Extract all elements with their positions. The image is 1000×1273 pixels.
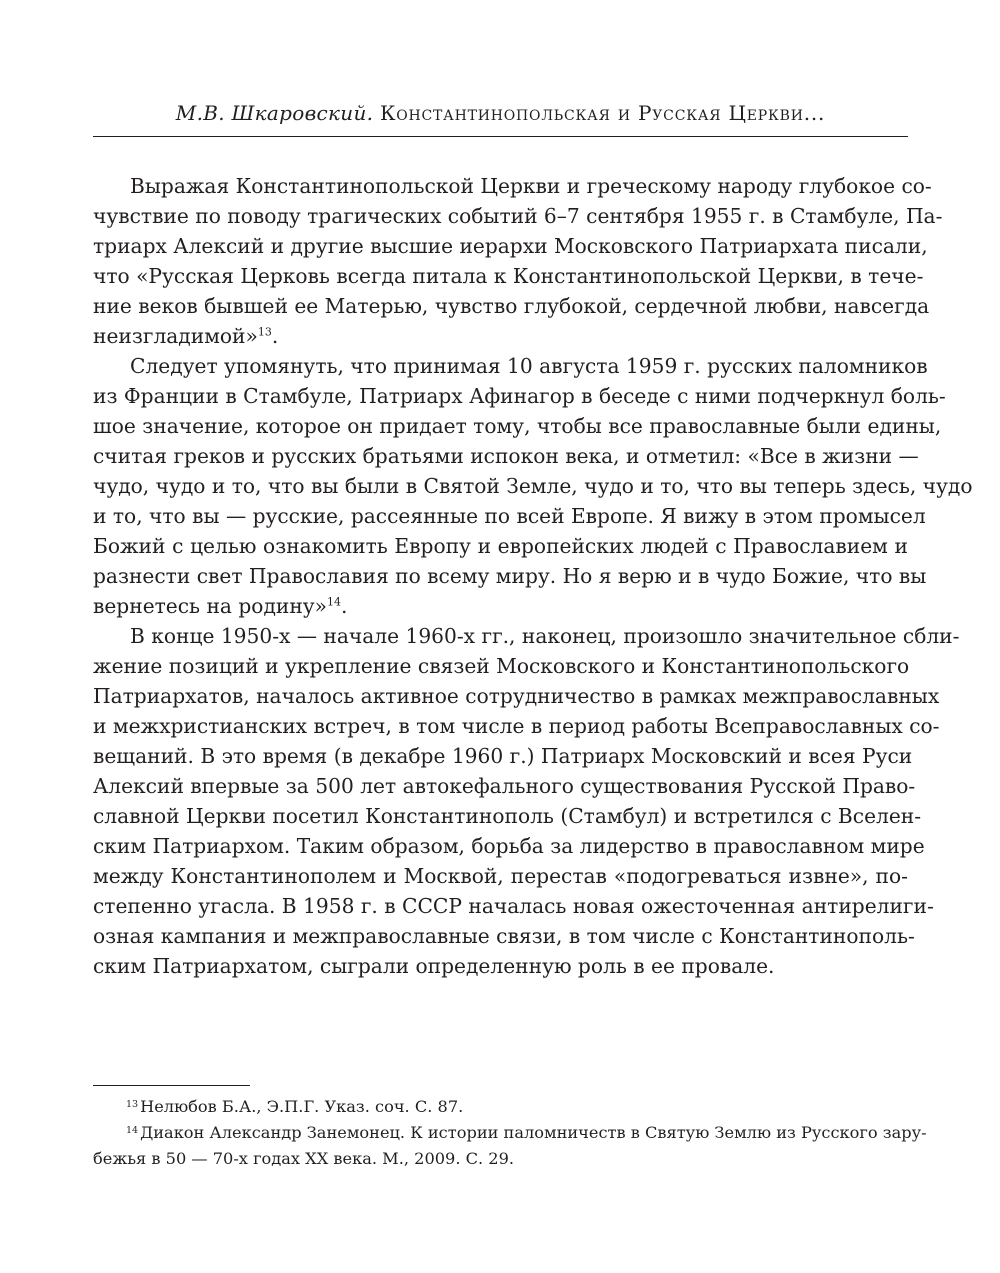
text-line: Выражая Константинопольской Церкви и греческому народу глубокое со- [130, 174, 932, 198]
footnote-divider [93, 1085, 250, 1086]
text-line-tail: . [341, 594, 348, 618]
footnote-13 [93, 1094, 908, 1120]
paragraph-3 [93, 621, 960, 981]
text-line [93, 321, 908, 351]
footnote-ref-14[interactable]: 14 [327, 595, 342, 609]
paragraph-2 [93, 351, 973, 621]
text-line: и межхристианских встреч, в том числе в период работы Всеправославных со- [93, 714, 940, 738]
text-line: ние веков бывшей ее Матерью, чувство глубокой, сердечной любви, навсегда [93, 294, 930, 318]
text-line: что «Русская Церковь всегда питала к Константинопольской Церкви, в тече- [93, 264, 924, 288]
text-line: чувствие по поводу трагических событий 6–7 сентября 1955 г. в Стамбуле, Па- [93, 204, 943, 228]
text-line: ским Патриархом. Таким образом, борьба за лидерство в православном мире [93, 834, 925, 858]
text-line: и то, что вы — русские, рассеянные по всей Европе. Я вижу в этом промысел [93, 504, 926, 528]
paragraph-1 [93, 171, 943, 351]
footnote-number: 13 [126, 1099, 139, 1110]
text-line: разнести свет Православия по всему миру. Но я верю и в чудо Божие, что вы [93, 564, 927, 588]
header-title: Константинопольская и Русская Церкви... [379, 101, 826, 125]
running-header [93, 101, 908, 125]
footnote-number: 14 [126, 1125, 139, 1136]
text-line: Божий с целью ознакомить Европу и европейских людей с Православием и [93, 534, 908, 558]
text-line: вещаний. В это время (в декабре 1960 г.) Патриарх Московский и всея Руси [93, 744, 913, 768]
text-line-content: вернетесь на родину» [93, 594, 328, 618]
text-line: славной Церкви посетил Константинополь (Стамбул) и встретился с Вселен- [93, 804, 922, 828]
text-line: чудо, чудо и то, что вы были в Святой Земле, чудо и то, что вы теперь здесь, чудо [93, 474, 973, 498]
text-line [93, 591, 908, 621]
header-author: М.В. Шкаровский. [175, 101, 374, 125]
text-line: степенно угасла. В 1958 г. в СССР началась новая ожесточенная антирелиги- [93, 894, 934, 918]
text-line: триарх Алексий и другие высшие иерархи Московского Патриархата писали, [93, 234, 928, 258]
text-line-content: неизгладимой» [93, 324, 258, 348]
main-text [93, 171, 973, 981]
text-line: ским Патриархатом, сыграли определенную роль в ее провале. [93, 954, 775, 978]
text-line: озная кампания и межправославные связи, в том числе с Константинополь- [93, 924, 915, 948]
text-line: шое значение, которое он придает тому, чтобы все православные были едины, [93, 414, 942, 438]
text-line-tail: . [271, 324, 279, 348]
text-line: считая греков и русских братьями испокон века, и отметил: «Все в жизни — [93, 444, 919, 468]
footnote-14 [93, 1120, 927, 1146]
text-line: Следует упомянуть, что принимая 10 августа 1959 г. русских паломников [130, 354, 928, 378]
footnotes [93, 1094, 927, 1172]
text-line: Патриархатов, началось активное сотрудничество в рамках межправославных [93, 684, 940, 708]
text-line: жение позиций и укрепление связей Московского и Константинопольского [93, 654, 910, 678]
footnote-text: Нелюбов Б.А., Э.П.Г. Указ. соч. С. 87. [140, 1097, 464, 1116]
text-line: Алексий впервые за 500 лет автокефального существования Русской Право- [93, 774, 916, 798]
footnote-14-continued: бежья в 50 — 70-х годах XX века. М., 2009. С. 29. [93, 1149, 515, 1168]
footnote-text: Диакон Александр Занемонец. К истории паломничеств в Святую Землю из Русского зару- [140, 1123, 927, 1142]
text-line: между Константинополем и Москвой, перестав «подогреваться извне», по- [93, 864, 908, 888]
text-line: из Франции в Стамбуле, Патриарх Афинагор в беседе с ними подчеркнул боль- [93, 384, 946, 408]
header-divider [93, 136, 908, 137]
footnote-ref-13[interactable]: 13 [257, 325, 272, 339]
text-line: В конце 1950-х — начале 1960-х гг., наконец, произошло значительное сбли- [130, 624, 960, 648]
